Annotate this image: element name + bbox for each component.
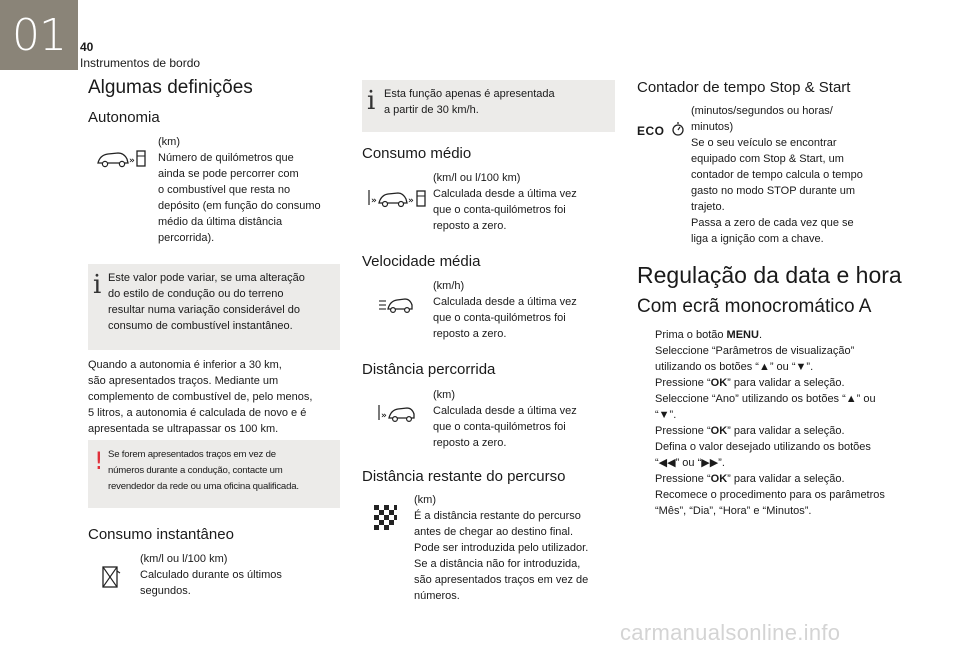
velocidade-media-text: (km/h) Calculada desde a última vez que o conta-quilómetros foi reposto a zero. [433,280,577,340]
definitions-title: Algumas definições [88,77,253,98]
svg-text:»: » [129,156,135,166]
warning-icon: ! [94,447,104,475]
fuel-pump-icon [100,565,122,589]
page-number: 40 [80,40,94,54]
info-icon: ⅰ [93,270,102,300]
distancia-percorrida-heading: Distância percorrida [362,361,496,378]
distance-travelled-icon [376,402,416,424]
average-speed-icon [378,295,414,315]
consumo-medio-text: (km/l ou l/100 km) Calculada desde a última vez que o conta-quilómetros foi reposto a zero. [433,172,577,232]
date-time-title: Regulação da data e hora [637,262,902,288]
info-text-autonomia: Este valor pode variar, se uma alteração do estilo de condução ou do terreno resultar numa variação considerável do consumo de combustível instantâneo. [108,272,305,332]
distancia-percorrida-text: (km) Calculada desde a última vez que o conta-quilómetros foi reposto a zero. [433,389,577,449]
consumo-instantaneo-heading: Consumo instantâneo [88,526,234,543]
average-consumption-icon [366,187,428,209]
stop-start-heading: Contador de tempo Stop & Start [637,79,851,96]
list-item: Pressione “OK” para validar a seleção. [655,473,845,485]
warning-text: Se forem apresentados traços em vez de números durante a condução, contacte um revendedor da rede ou uma oficina qualificada. [108,449,299,492]
autonomia-text: (km) Número de quilómetros que ainda se pode percorrer com o combustível que resta no depósito (em função do consumo médio da última distância percorrida). [158,136,321,244]
list-item: Pressione “OK” para validar a seleção. [655,425,845,437]
list-item: Pressione “OK” para validar a seleção. [655,377,845,389]
autonomia-heading: Autonomia [88,109,160,126]
monochrome-screen-subtitle: Com ecrã monocromático A [637,296,872,317]
chapter-number: 01 [12,10,66,61]
section-title: Instrumentos de bordo [80,56,201,70]
info-icon: ⅰ [367,86,376,116]
list-item: Seleccione “Parâmetros de visualização” utilizando os botões “▲” ou “▼”. [655,345,855,373]
list-item: Seleccione “Ano” utilizando os botões “▲” ou “▼”. [655,393,876,421]
list-item: Recomece o procedimento para os parâmetros “Mês”, “Dia”, “Hora” e “Minutos”. [655,489,885,517]
date-time-steps [637,327,897,519]
distancia-restante-text: (km) É a distância restante do percurso antes de chegar ao destino final. Pode ser introduzida pelo utilizador. Se a distância não for introduzida, são apresentados traços em vez de números. [414,494,589,602]
checkered-flag-icon [372,503,398,533]
svg-text:»: » [408,196,414,206]
consumo-instantaneo-text: (km/l ou l/100 km) Calculado durante os últimos segundos. [140,553,282,597]
eco-timer-icon: ECO [637,122,689,140]
svg-text:»: » [371,196,377,206]
consumo-medio-heading: Consumo médio [362,145,472,162]
svg-text:»: » [381,411,387,421]
watermark: carmanualsonline.info [620,620,841,645]
list-item: Defina o valor desejado utilizando os botões “◀◀” ou “▶▶”. [655,441,871,469]
autonomia-paragraph: Quando a autonomia é inferior a 30 km, são apresentados traços. Mediante um complemento de combustível de, pelo menos, 5 litros, a autonomia é calculada de novo e é apresentada se ultrapassar os 100 km. [88,359,313,435]
info-text-speed: Esta função apenas é apresentada a partir de 30 km/h. [384,88,555,116]
stop-start-text: (minutos/segundos ou horas/ minutos) Se o seu veículo se encontrar equipado com Stop & Start, um contador de tempo calcula o tempo gasto no modo STOP durante um trajeto. Passa a zero de cada vez que se liga a ignição com a chave. [691,105,863,245]
autonomy-icon [96,147,148,169]
velocidade-media-heading: Velocidade média [362,253,481,270]
distancia-restante-heading: Distância restante do percurso [362,468,566,485]
list-item: Prima o botão MENU. [655,329,762,341]
